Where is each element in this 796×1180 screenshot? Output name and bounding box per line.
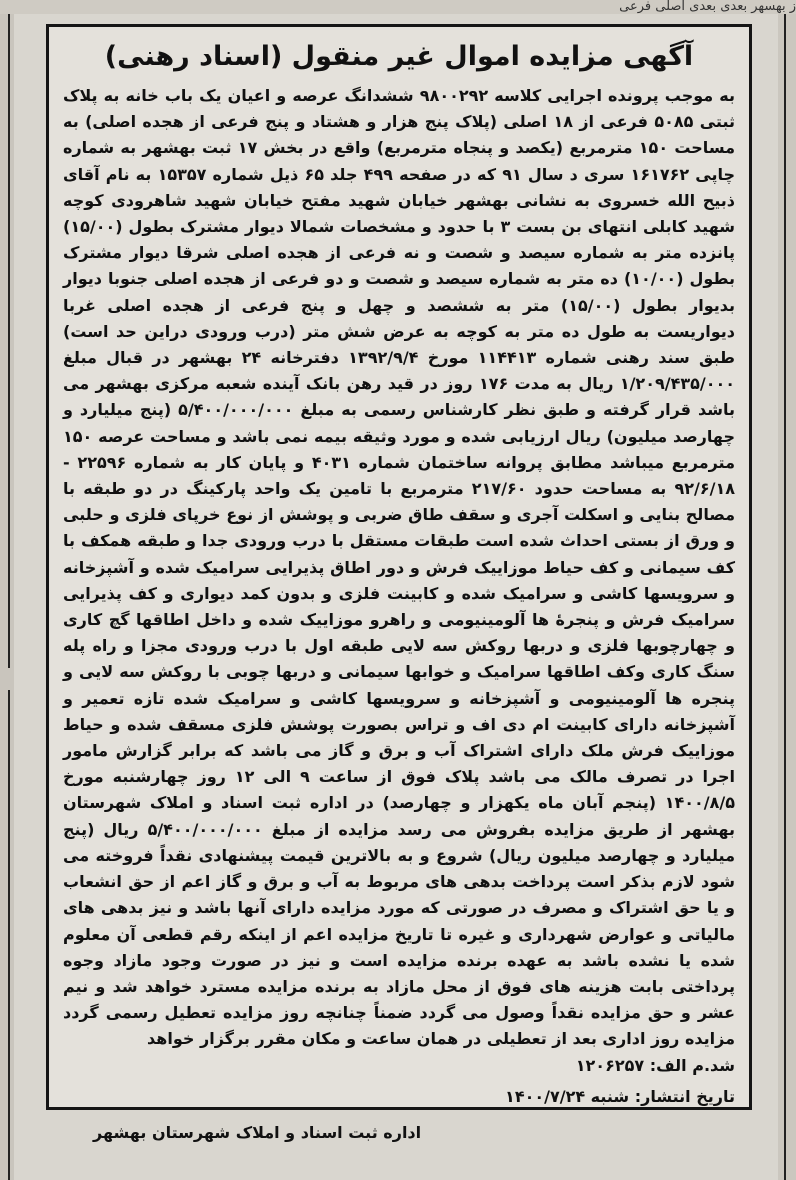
- right-divider: [784, 14, 786, 1180]
- adjacent-clipping-strip: [0, 0, 796, 14]
- left-divider-lower: [8, 690, 10, 1180]
- issuing-office: اداره ثبت اسناد و املاک شهرستان بهشهر: [93, 1122, 422, 1142]
- left-margin: [0, 14, 14, 1180]
- right-margin: [778, 14, 796, 1180]
- notice-frame: [46, 24, 752, 1142]
- notice-code: شد.م الف: ۱۲۰۶۲۵۷: [575, 1055, 735, 1075]
- adjacent-clipping-text: ز بهسهر بعدی بعدی اصلی فرعی: [619, 0, 796, 14]
- left-divider-upper: [8, 14, 10, 668]
- notice-content: [63, 35, 735, 1147]
- publish-date: تاریخ انتشار: شنبه ۱۴۰۰/۷/۲۴: [505, 1086, 735, 1106]
- notice-title: آگهی مزایده اموال غیر منقول (اسناد رهنی): [104, 41, 694, 72]
- notice-body: به موجب پرونده اجرایی کلاسه ۹۸۰۰۲۹۲ ششدانگ عرصه و اعیان یک باب خانه به پلاک ثبتی ۵۰۸۵ فرعی از ۱۸ اصلی (پلاک پنج هزار و هشتاد و پنج فرعی از هجده اصلی) به مساحت ۱۵۰ مترمربع (یکصد و پنجاه مترمربع) واقع در بخش ۱۷ ثبت بهشهر به شماره چاپی ۱۶۱۷۶۲ سری د سال ۹۱ که در صفحه ۴۹۹ جلد ۶۵ ذیل شماره ۱۵۳۵۷ به نام آقای ذبیح الله خسروی به نشانی بهشهر خیابان شهید مفتح خیابان شهید شاهرودی کوچه شهید کابلی انتهای بن بست ۳ با حدود و مشخصات شمالا دیوار مشترک بطول (۱۵/۰۰) پانزده متر به شماره سیصد و شصت و نه فرعی از هجده اصلی شرقا دیوار مشترک بطول (۱۰/۰۰) ده متر به شماره سیصد و شصت و دو فرعی از هجده اصلی جنوبا دیوار بدیوار بطول (۱۵/۰۰) متر به ششصد و چهل و پنج فرعی از هجده اصلی غربا دیواریست به طول ده متر به کوچه به عرض شش متر (درب ورودی دراین حد است) طبق سند رهنی شماره ۱۱۴۴۱۳ مورخ ۱۳۹۲/۹/۴ دفترخانه ۲۴ بهشهر در قبال مبلغ ۱/۲۰۹/۴۳۵/۰۰۰ ریال به مدت ۱۷۶ روز در قید رهن بانک آینده شعبه مرکزی بهشهر می باشد قرار گرفته و طبق نظر کارشناس رسمی به مبلغ ۵/۴۰۰/۰۰۰/۰۰۰ (پنج میلیارد و چهارصد میلیون) ریال ارزیابی شده و مورد وثیقه بیمه نمی باشد و مساحت عرصه ۱۵۰ مترمربع میباشد مطابق پروانه ساختمان شماره ۴۰۳۱ و پایان کار به شماره ۲۲۵۹۶ - ۹۲/۶/۱۸ به مساحت حدود ۲۱۷/۶۰ مترمربع با تامین یک واحد پارکینگ در دو طبقه با مصالح بنایی و اسکلت آجری و سقف طاق ضربی و پوشش از نوع خرپای فلزی و حلبی و ورق از بستی احداث شده است طبقات مستقل با درب ورودی جدا و طبقه همکف با کف سیمانی و کف حیاط موزاییک فرش و دور اطاق پذیرایی سرامیک شده و آشپزخانه و سرویسها کاشی و سرامیک شده و کابینت فلزی و بدون کمد دیواری و کف پذیرایی سرامیک فرش و پنجرهٔ ها آلومینیومی و راهرو موزاییک شده و داخل اطاقها گچ کاری و چهارچوبها فلزی و دربها روکش سه لایی طبقه اول با درب ورودی مجزا و راه پله سنگ کاری وکف اطاقها سرامیک و خوابها سیمانی و دربها چوبی با روکش سه لایی و پنجره ها آلومینیومی و آشپزخانه و سرویسها کاشی و سرامیک شده تازه تعمیر و آشپزخانه دارای کابینت ام دی اف و تراس بصورت پوشش فلزی مسقف شده و حیاط موزاییک فرش ملک دارای اشتراک آب و برق و گاز می باشد که برابر گزارش مامور اجرا در تصرف مالک می باشد پلاک فوق از ساعت ۹ الی ۱۲ روز چهارشنبه مورخ ۱۴۰۰/۸/۵ (پنجم آبان ماه یکهزار و چهارصد) در اداره ثبت اسناد و املاک شهرستان بهشهر از طریق مزایده بفروش می رسد مزایده از مبلغ ۵/۴۰۰/۰۰۰/۰۰۰ ریال (پنج میلیارد و چهارصد میلیون ریال) شروع و به بالاترین قیمت پیشنهادی نقداً فروخته می شود لازم بذکر است پرداخت بدهی های مربوط به آب و برق و گاز اعم از حق انشعاب و یا حق اشتراک و مصرف در صورتی که مورد مزایده دارای آنها باشد و نیز بدهی های مالیاتی و عوارض شهرداری و غیره تا تاریخ مزایده اعم از اینکه رقم قطعی آن معلوم شده یا نشده باشد به عهده برنده مزایده است و نیز در صورت وجود مازاد وجوه پرداختی بابت هزینه های فوق از محل مازاد به برنده مزایده مسترد خواهد شد و نیم عشر و حق مزایده نقداً وصول می گردد ضمناً چنانچه روز مزایده تعطیل رسمی گردد مزایده روز اداری بعد از تعطیلی در همان ساعت و مکان مقرر برگزار خواهد: [63, 86, 736, 1049]
